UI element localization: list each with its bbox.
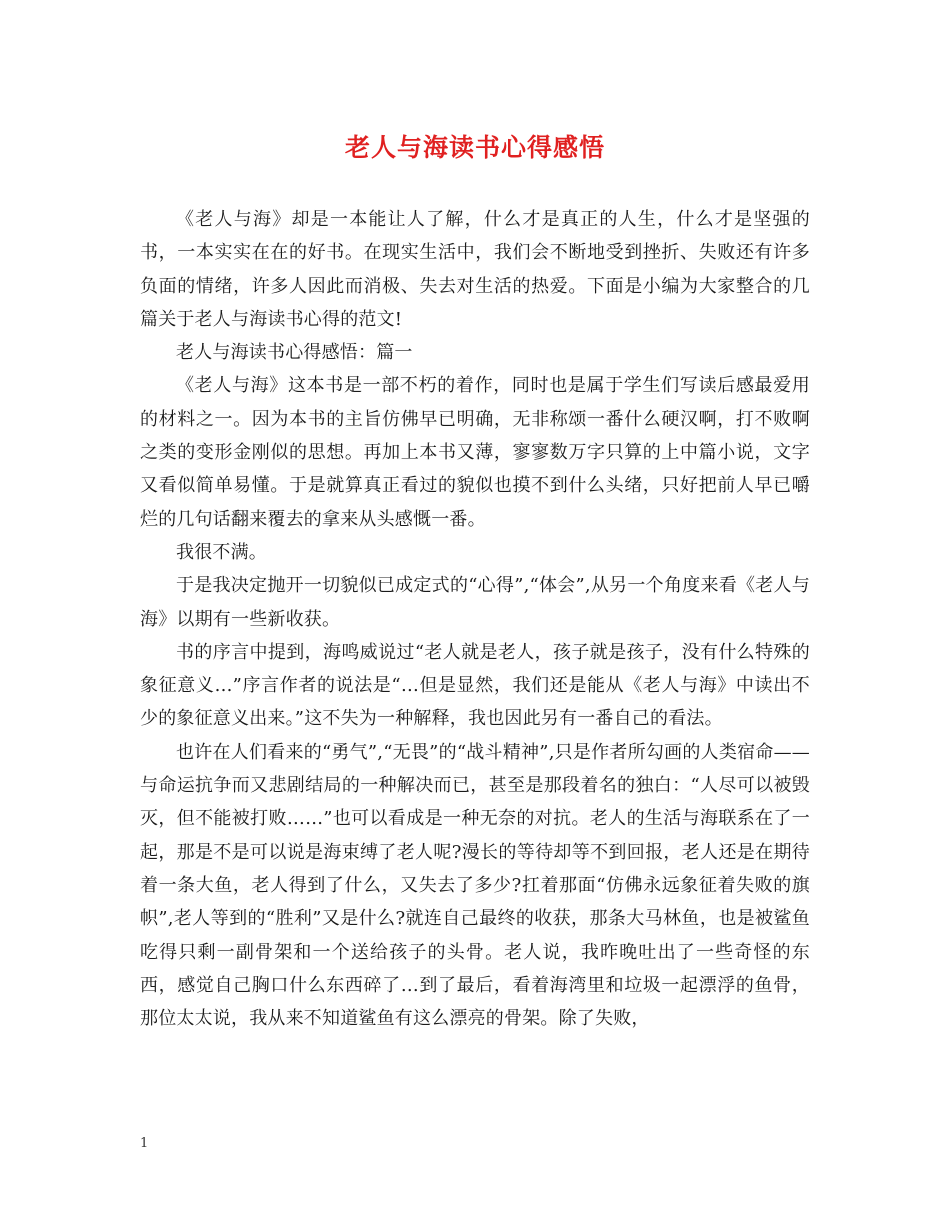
paragraph: 《老人与海》这本书是一部不朽的着作，同时也是属于学生们写读后感最爱用的材料之一。因为本书的主旨仿佛早已明确，无非称颂一番什么硬汉啊，打不败啊之类的变形金刚似的思想。再加上本书又薄，寥寥数万字只算的上中篇小说，文字又看似简单易懂。于是就算真正看过的貌似也摸不到什么头绪，只好把前人早已嚼烂的几句话翻来覆去的拿来从头感慨一番。 [140,375,810,530]
document-body [140,203,810,1035]
paragraph-intro: 《老人与海》却是一本能让人了解，什么才是真正的人生，什么才是坚强的书，一本实实在在的好书。在现实生活中，我们会不断地受到挫折、失败还有许多负面的情绪，许多人因此而消极、失去对生活的热爱。下面是小编为大家整合的几篇关于老人与海读书心得的范文! [140,209,810,330]
paragraph: 于是我决定抛开一切貌似已成定式的“心得”,“体会”,从另一个角度来看《老人与海》以期有一些新收获。 [140,575,810,630]
section-heading: 老人与海读书心得感悟：篇一 [176,342,413,364]
paragraph: 也许在人们看来的“勇气”,“无畏”的“战斗精神”,只是作者所勾画的人类宿命——与命运抗争而又悲剧结局的一种解决而已，甚至是那段着名的独白：“人尽可以被毁灭，但不能被打败……”也可以看成是一种无奈的对抗。老人的生活与海联系在了一起，那是不是可以说是海束缚了老人呢?漫长的等待却等不到回报，老人还是在期待着一条大鱼，老人得到了什么，又失去了多少?扛着那面“仿佛永远象征着失败的旗帜”,老人等到的“胜利”又是什么?就连自己最终的收获，那条大马林鱼，也是被鲨鱼吃得只剩一副骨架和一个送给孩子的头骨。老人说，我昨晚吐出了一些奇怪的东西，感觉自己胸口什么东西碎了…到了最后，看着海湾里和垃圾一起漂浮的鱼骨，那位太太说，我从来不知道鲨鱼有这么漂亮的骨架。除了失败， [140,741,810,1030]
paragraph: 我很不满。 [176,541,267,563]
page-number: 1 [140,1136,149,1151]
document-title: 老人与海读书心得感悟 [344,133,605,162]
paragraph: 书的序言中提到，海鸣威说过“老人就是老人，孩子就是孩子，没有什么特殊的象征意义…”序言作者的说法是“…但是显然，我们还是能从《老人与海》中读出不少的象征意义出来。”这不失为一种解释，我也因此另有一番自己的看法。 [140,641,810,730]
